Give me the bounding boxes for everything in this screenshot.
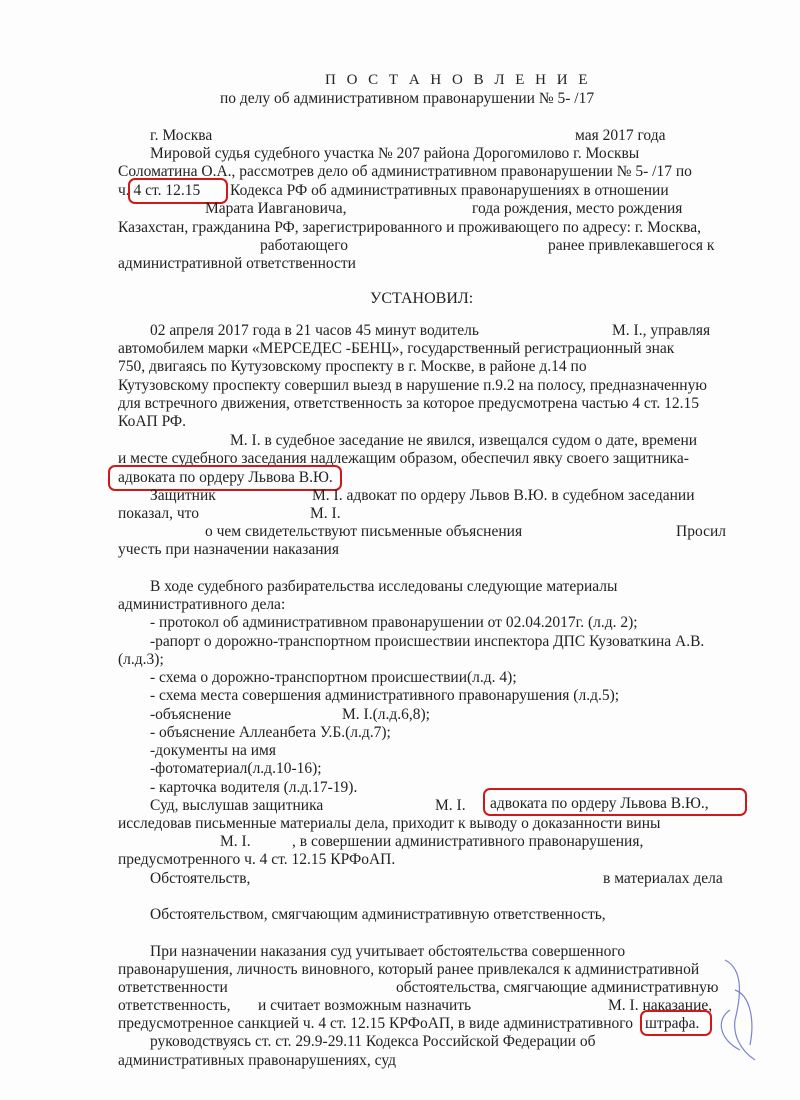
established-line-11: Защитник (150, 487, 216, 504)
material-item-6: - объяснение Аллеанбета У.Б.(л.д.7); (150, 724, 391, 741)
established-line-9: и месте судебного заседания надлежащим образом, обеспечил явку своего защитника- (118, 450, 689, 467)
document-title: П О С Т А Н О В Л Е Н И Е (325, 72, 591, 88)
established-line-16: Просил (676, 523, 726, 540)
intro-line-3: Кодекса РФ об административных правонарушениях в отношении (230, 182, 669, 199)
established-line-3: автомобилем марки «МЕРСЕДЕС -БЕНЦ», государственный регистрационный знак (118, 340, 675, 357)
court-line-8: Обстоятельств, (150, 870, 251, 887)
established-line-4: 750, двигаясь по Кутузовскому проспекту в г. Москве, в районе д.14 по (118, 358, 587, 375)
established-line-2: М. I., управляя (612, 322, 711, 339)
material-item-1: - протокол об административном правонарушении от 02.04.2017г. (л.д. 2); (150, 614, 638, 631)
sentence-line-3: ответственности (118, 979, 228, 996)
court-line-2: М. I. (435, 797, 466, 814)
established-line-10: адвоката по ордеру Львова В.Ю. (118, 469, 333, 486)
sentence-line-9: штрафа. (645, 1015, 700, 1032)
court-line-4: исследовав письменные материалы дела, приходит к выводу о доказанности вины (118, 815, 661, 832)
court-line-3: адвоката по ордеру Львова В.Ю., (490, 795, 709, 812)
material-item-5: -объяснение (150, 706, 232, 723)
established-line-12: М. I. адвокат по ордеру Львов В.Ю. в судебном заседании (312, 487, 695, 504)
intro-line-7: работающего (260, 237, 349, 254)
intro-line-9: административной ответственности (118, 255, 356, 272)
established-line-8: М. I. в судебное заседание не явился, извещался судом о дате, времени (230, 432, 698, 449)
sentence-line-6: и считает возможным назначить (258, 997, 472, 1014)
sentence-line-7: М. I. наказание, (608, 997, 713, 1014)
intro-line-8: ранее привлекавшегося к (548, 237, 715, 254)
document-place: г. Москва (150, 127, 213, 144)
sentence-line-1: При назначении наказания суд учитывает обстоятельства совершенного (150, 943, 626, 960)
established-line-1: 02 апреля 2017 года в 21 часов 45 минут водитель (150, 322, 479, 339)
sentence-line-4: обстоятельства, смягчающие административную (396, 979, 719, 996)
sentence-line-5: ответственность, (118, 997, 231, 1014)
material-item-4: - схема места совершения административного правонарушения (л.д.5); (150, 687, 620, 704)
established-line-17: учесть при назначении наказания (118, 541, 339, 558)
sentence-line-11: административных правонарушениях, суд (118, 1052, 396, 1069)
court-line-10: Обстоятельством, смягчающим административную ответственность, (150, 906, 606, 923)
court-line-6: , в совершении административного правонарушения, (292, 833, 644, 850)
highlight-fine (640, 1010, 712, 1036)
heading-established: УСТАНОВИЛ: (370, 290, 474, 307)
document-subtitle: по делу об административном правонарушении № 5- /17 (220, 90, 595, 107)
material-item-2b: (л.д.3); (118, 651, 164, 668)
material-item-2: -рапорт о дорожно-транспортном происшествии инспектора ДПС Кузоваткина А.В. (150, 633, 705, 650)
intro-line-2: Соломатина О.А., рассмотрев дело об административном правонарушении № 5- /17 по (118, 163, 692, 180)
intro-line-5: года рождения, место рождения (472, 200, 683, 217)
court-line-1: Суд, выслушав защитника (150, 797, 324, 814)
intro-line-6: Казахстан, гражданина РФ, зарегистрированного и проживающего по адресу: г. Москва, (118, 219, 701, 236)
material-item-3: - схема о дорожно-транспортном происшествии(л.д. 4); (150, 669, 517, 686)
material-item-7: -документы на имя (150, 742, 276, 759)
document-date: мая 2017 года (575, 127, 666, 144)
established-line-15: о чем свидетельствуют письменные объяснения (205, 523, 523, 540)
material-item-8: -фотоматериал(л.д.10-16); (150, 760, 322, 777)
sentence-line-10: руководствуясь ст. ст. 29.9-29.11 Кодекса Российской Федерации об (150, 1033, 596, 1050)
material-item-5b: М. I.(л.д.6,8); (342, 706, 430, 723)
material-item-9: - карточка водителя (л.д.17-19). (150, 779, 358, 796)
court-line-5: М. I. (220, 833, 251, 850)
intro-line-1: Мировой судья судебного участка № 207 района Дорогомилово г. Москвы (150, 145, 640, 162)
materials-intro-2: административного дела: (118, 596, 286, 613)
intro-article: ч. 4 ст. 12.15 (118, 182, 201, 199)
sentence-line-2: правонарушения, личность виновного, который ранее привлекался к административной (118, 961, 700, 978)
materials-intro-1: В ходе судебного разбирательства исследованы следующие материалы (150, 578, 618, 595)
highlight-advocate-2 (483, 788, 747, 816)
sentence-line-8: предусмотренное санкцией ч. 4 ст. 12.15 КРФоАП, в виде административного (118, 1015, 633, 1032)
signature-mark (705, 950, 775, 1070)
established-line-13: показал, что (118, 505, 199, 522)
established-line-5: Кутузовскому проспекту совершил выезд в нарушение п.9.2 на полосу, предназначенную (118, 377, 707, 394)
highlight-advocate-1 (108, 465, 342, 491)
intro-line-4: Марата Иавгановича, (205, 200, 347, 217)
established-line-14: М. I. (310, 505, 341, 522)
established-line-6: для встречного движения, ответственность за которое предусмотрена частью 4 ст. 12.15 (118, 395, 699, 412)
court-line-7: предусмотренного ч. 4 ст. 12.15 КРФоАП. (118, 851, 396, 868)
established-line-7: КоАП РФ. (118, 413, 187, 430)
court-line-9: в материалах дела (603, 870, 723, 887)
